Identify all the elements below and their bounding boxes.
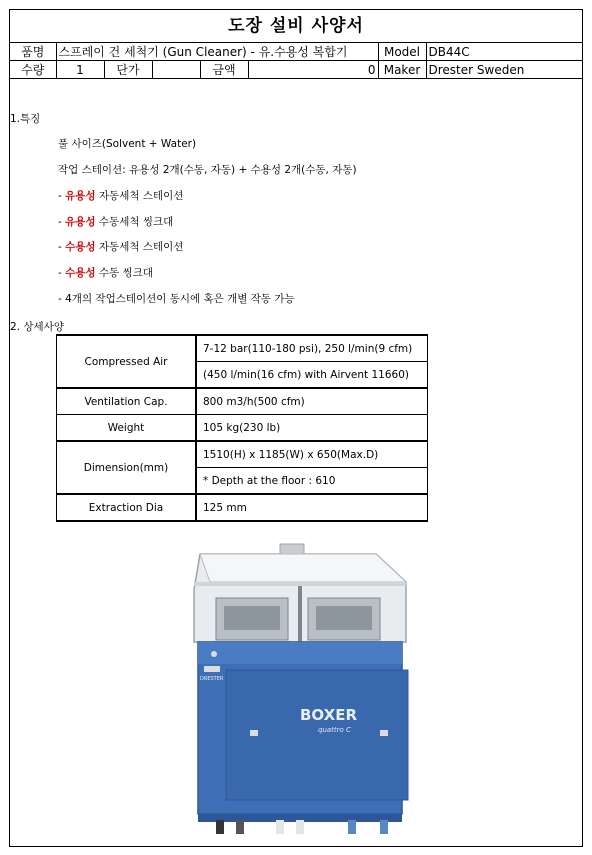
- small-logo: DRESTER: [200, 676, 224, 682]
- product-label: 품명: [10, 43, 56, 61]
- unit-price-label: 단가: [104, 61, 152, 79]
- maker-value: Drester Sweden: [426, 61, 582, 79]
- spec-row: [57, 335, 428, 362]
- features-heading: 1.특징: [10, 113, 41, 125]
- header-table: [10, 42, 582, 79]
- header-row-product: [10, 43, 582, 61]
- spec-value: 125 mm: [196, 494, 428, 521]
- amount-label: 금액: [200, 61, 248, 79]
- unit-price-value: [152, 61, 200, 79]
- qty-value: 1: [56, 61, 104, 79]
- product-value: 스프레이 건 세척기 (Gun Cleaner) - 유.수용성 복합기: [56, 43, 378, 61]
- spec-row: [57, 388, 428, 415]
- highlight-oil: 유용성: [65, 216, 96, 228]
- spec-value: 1510(H) x 1185(W) x 650(Max.D): [196, 441, 428, 468]
- spec-sheet: [9, 9, 583, 847]
- model-value: DB44C: [426, 43, 582, 61]
- feature-item: - 수용성 수동 씽크대: [58, 267, 153, 279]
- spec-label: Dimension(mm): [57, 441, 197, 494]
- spec-value: (450 l/min(16 cfm) with Airvent 11660): [196, 362, 428, 389]
- feature-line-1: 풀 사이즈(Solvent + Water): [58, 138, 197, 150]
- brand-mark: BOXER: [300, 706, 358, 724]
- spec-value: 800 m3/h(500 cfm): [196, 388, 428, 415]
- spec-value: * Depth at the floor : 610: [196, 468, 428, 495]
- spec-table: [56, 334, 428, 522]
- maker-label: Maker: [378, 61, 426, 79]
- spec-row: [57, 441, 428, 468]
- spec-label: Compressed Air: [57, 335, 197, 388]
- highlight-water: 수용성: [65, 241, 96, 253]
- highlight-oil: 유용성: [65, 190, 96, 202]
- spec-value: 7-12 bar(110-180 psi), 250 l/min(9 cfm): [196, 335, 428, 362]
- feature-line-2: 작업 스테이션: 유용성 2개(수동, 자동) + 수용성 2개(수동, 자동): [58, 164, 357, 176]
- feature-item: - 유용성 수동세척 씽크대: [58, 216, 174, 228]
- qty-label: 수량: [10, 61, 56, 79]
- amount-value: 0: [248, 61, 378, 79]
- feature-item: - 유용성 자동세척 스테이션: [58, 190, 184, 202]
- highlight-water: 수용성: [65, 267, 96, 279]
- spec-label: Extraction Dia: [57, 494, 197, 521]
- product-image: [180, 542, 420, 842]
- spec-value: 105 kg(230 lb): [196, 415, 428, 442]
- feature-item: - 수용성 자동세척 스테이션: [58, 241, 184, 253]
- header-row-qty: [10, 61, 582, 79]
- specs-heading: 2. 상세사양: [10, 321, 64, 333]
- spec-label: Ventilation Cap.: [57, 388, 197, 415]
- page-title: 도장 설비 사양서: [10, 10, 582, 43]
- model-label: Model: [378, 43, 426, 61]
- spec-label: Weight: [57, 415, 197, 442]
- feature-item-last: - 4개의 작업스테이션이 동시에 혹은 개별 작동 가능: [58, 293, 295, 305]
- spec-row: [57, 494, 428, 521]
- spec-row: [57, 415, 428, 442]
- brand-sub: quattro C: [318, 726, 351, 734]
